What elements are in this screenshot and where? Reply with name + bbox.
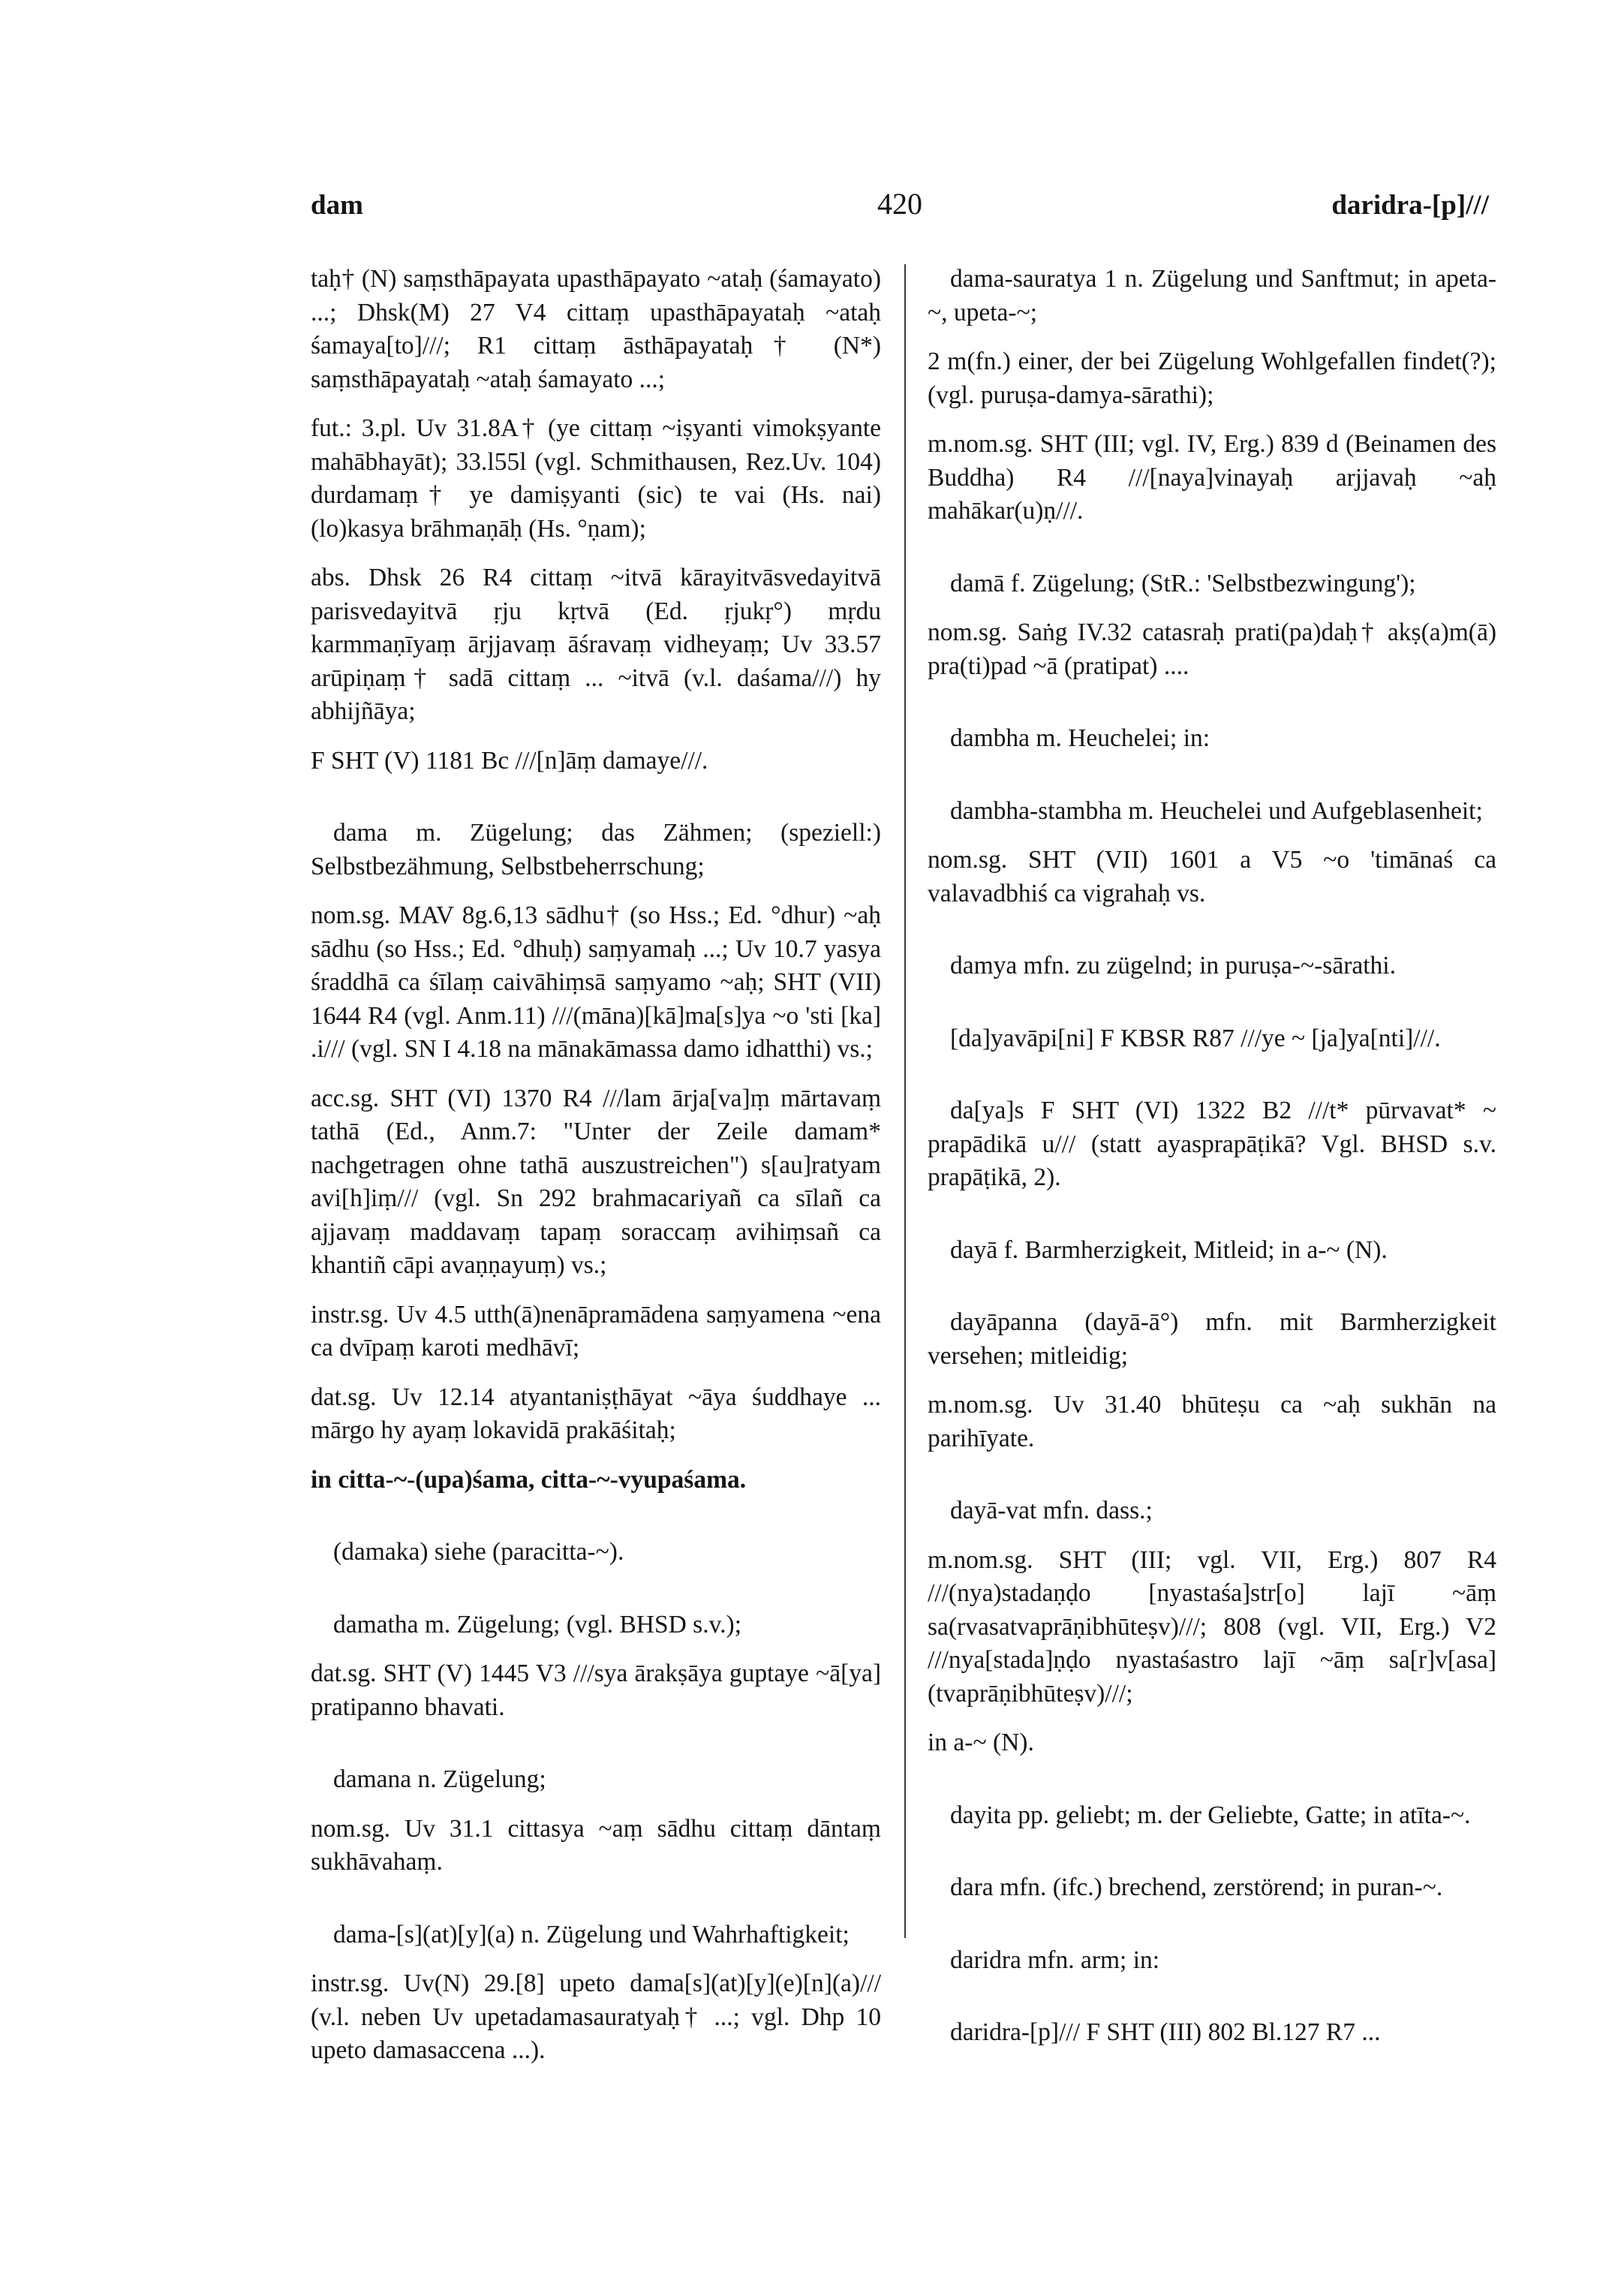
entry-nom-sg [928, 844, 1496, 910]
entry-m-nom-sg [928, 1544, 1496, 1711]
entry-text: damā f. Zügelung; (StR.: 'Selbstbezwingung'); [950, 569, 1416, 597]
entry-text: dama-sauratya 1 n. Zügelung und Sanftmut; in apeta-~, upeta-~; [928, 265, 1496, 327]
entry-text: taḥ† (N) saṃsthāpayata upasthāpayato ~ataḥ (śamayato) ...; Dhsk(M) 27 V4 cittaṃ upasthāpayataḥ ~ataḥ śamaya[to]///; R1 cittaṃ āsthāpayataḥ† (N*) saṃsthāpayataḥ ~ataḥ śamayato ...; [311, 265, 881, 393]
entry-text: acc.sg. SHT (VI) 1370 R4 ///lam ārja[va]ṃ mārtavaṃ tathā (Ed., Anm.7: "Unter der Zeile damam* nachgetragen ohne tathā auszustreichen") s[au]ratyam avi[h]iṃ/// (vgl. Sn 292 brahmacariyañ ca sīlañ ca ajjavaṃ maddavaṃ tapaṃ soraccaṃ avihiṃsañ ca khantiñ cāpi avaṇṇayuṃ) vs.; [311, 1084, 881, 1279]
headword-daridra [928, 1944, 1496, 1978]
entry-text: instr.sg. Uv(N) 29.[8] upeto dama[s](at)[y](e)[n](a)/// (v.l. neben Uv upetadamasauratyaḥ† ...; vgl. Dhp 10 upeto damasaccena ...). [311, 1970, 881, 2064]
headword-damana [311, 1763, 881, 1797]
entry-text: nom.sg. MAV 8g.6,13 sādhu† (so Hss.; Ed. °dhur) ~aḥ sādhu (so Hss.; Ed. °dhuḥ) saṃyamaḥ ...; Uv 10.7 yasya śraddhā ca śīlaṃ caivāhiṃsā saṃyamo ~aḥ; SHT (VII) 1644 R4 (vgl. Anm.11) ///(māna)[kā]ma[s]ya ~o 'sti [ka] .i/// (vgl. SN I 4.18 na mānakāmassa damo idhatthi) vs.; [311, 901, 881, 1063]
entry-text: dambha-stambha m. Heuchelei und Aufgeblasenheit; [950, 796, 1483, 825]
entry-text: dayita pp. geliebt; m. der Geliebte, Gatte; in atīta-~. [950, 1801, 1471, 1829]
entry-text: m.nom.sg. SHT (III; vgl. VII, Erg.) 807 R4 ///(nya)stadaṇḍo [nyastaśa]str[o] lajī ~āṃ sa(rvasatvaprāṇibhūteṣv)///; 808 (vgl. VII, Erg.) V2 ///nya[stada]ṇḍo nyastaśastro lajī ~āṃ sa[r]v[asa](tvaprāṇibhūteṣv)///; [928, 1545, 1496, 1708]
headword-dama-satya [311, 1918, 881, 1952]
entry-text: [da]yavāpi[ni] F KBSR R87 ///ye ~ [ja]ya[nti]///. [950, 1024, 1441, 1052]
entry-continuation [311, 263, 881, 396]
page-number: 420 [877, 187, 922, 221]
headword-dama [311, 817, 881, 883]
running-head [311, 189, 1489, 234]
entry-dat-sg [311, 1657, 881, 1724]
entry-nom-sg [928, 616, 1496, 683]
entry-nom-sg [311, 1813, 881, 1879]
entry-text: nom.sg. Uv 31.1 cittasya ~aṃ sādhu cittaṃ dāntaṃ sukhāvahaṃ. [311, 1814, 881, 1876]
right-column [928, 263, 1496, 2066]
entry-text: (damaka) siehe (paracitta-~). [333, 1538, 624, 1566]
headword-damatha [311, 1608, 881, 1642]
column-divider [904, 264, 906, 1938]
header-right-keyword: daridra-[p]/// [1331, 190, 1489, 221]
entry-text: dayāpanna (dayā-ā°) mfn. mit Barmherzigkeit versehen; mitleidig; [928, 1308, 1496, 1370]
entry-text: F SHT (V) 1181 Bc ///[n]āṃ damaye///. [311, 746, 708, 775]
headword-dambha-stambha [928, 795, 1496, 829]
entry-text: dat.sg. Uv 12.14 atyantaniṣṭhāyat ~āya śuddhaye ... mārgo hy ayaṃ lokavidā prakāśitaḥ; [311, 1383, 881, 1444]
headword-dayapanna [928, 1306, 1496, 1373]
entry-text: 2 m(fn.) einer, der bei Zügelung Wohlgefallen findet(?); (vgl. puruṣa-damya-sārathi); [928, 348, 1496, 409]
entry-text: m.nom.sg. SHT (III; vgl. IV, Erg.) 839 d (Beinamen des Buddha) R4 ///[naya]vinayaḥ arjjavaḥ ~aḥ mahākar(u)ṇ///. [928, 430, 1496, 525]
headword-dama-sauratya [928, 263, 1496, 330]
header-left-keyword: dam [311, 190, 363, 221]
headword-dama-f [928, 567, 1496, 601]
entry-future [311, 412, 881, 546]
entry-text: daridra mfn. arm; in: [950, 1945, 1160, 1974]
entry-text: in a-~ (N). [928, 1729, 1034, 1756]
entry-text: abs. Dhsk 26 R4 cittaṃ ~itvā kārayitvāsvedayitvā parisvedayitvā ṛju kṛtvā (Ed. ṛjukṛ°) mṛdu karmmaṇīyaṃ ārjjavaṃ āśravaṃ vidheyaṃ; Uv 33.57 arūpiṇaṃ† sadā cittaṃ ... ~itvā (v.l. daśama///) hy abhijñāya; [311, 564, 881, 725]
entry-m-nom-sg [928, 1389, 1496, 1455]
entry-text: daridra-[p]/// F SHT (III) 802 Bl.127 R7 ... [950, 2018, 1381, 2046]
entry-acc-sg [311, 1082, 881, 1283]
entry-text: dayā-vat mfn. dass.; [950, 1497, 1153, 1524]
entry-text: damya mfn. zu zügelnd; in puruṣa-~-sārathi. [950, 952, 1396, 980]
entry-m-nom-sg [928, 428, 1496, 528]
headword-daya [928, 1234, 1496, 1268]
entry-compounds [311, 1464, 881, 1497]
entry-text: dat.sg. SHT (V) 1445 V3 ///sya ārakṣāya guptaye ~ā[ya] pratipanno bhavati. [311, 1660, 881, 1721]
entry-text: nom.sg. Saṅg IV.32 catasraḥ prati(pa)daḥ† akṣ(a)m(ā) pra(ti)pad ~ā (pratipat) .... [928, 618, 1496, 680]
entry-absolutive [311, 561, 881, 729]
headword-dara [928, 1871, 1496, 1905]
entry-dat-sg [311, 1381, 881, 1448]
headword-dayita [928, 1799, 1496, 1833]
headword-damaka [311, 1536, 881, 1569]
entry-text: dambha m. Heuchelei; in: [950, 724, 1210, 752]
headword-dambha [928, 722, 1496, 756]
entry-text: m.nom.sg. Uv 31.40 bhūteṣu ca ~aḥ sukhān na parihīyate. [928, 1391, 1496, 1452]
entry-nom-sg [311, 899, 881, 1067]
entry-compounds [928, 1726, 1496, 1760]
entry-text: fut.: 3.pl. Uv 31.8A† (ye cittaṃ ~iṣyanti vimokṣyante mahābhayāt); 33.l55l (vgl. Schmithausen, Rez.Uv. 104) durdamaṃ† ye damiṣyanti (sic) te vai (Hs. nai) (lo)kasya brāhmaṇāḥ (Hs. °ṇam); [311, 414, 881, 543]
entry-text: dayā f. Barmherzigkeit, Mitleid; in a-~ (N). [950, 1235, 1388, 1264]
entry-fragment [311, 745, 881, 778]
entry-text: damatha m. Zügelung; (vgl. BHSD s.v.); [333, 1610, 741, 1639]
left-column [311, 263, 881, 2084]
entry-text: in citta-~-(upa)śama, citta-~-vyupaśama. [311, 1465, 747, 1494]
entry-text: instr.sg. Uv 4.5 utth(ā)nenāpramādena saṃyamena ~ena ca dvīpaṃ karoti medhāvī; [311, 1300, 881, 1362]
entry-text: da[ya]s F SHT (VI) 1322 B2 ///t* pūrvavat* ~ prapādikā u/// (statt ayasprapāṭikā? Vgl. BHSD s.v. prapāṭikā, 2). [928, 1097, 1496, 1191]
headword-dayavapini [928, 1022, 1496, 1056]
headword-daya-vat [928, 1494, 1496, 1528]
entry-text: dama-[s](at)[y](a) n. Zügelung und Wahrhaftigkeit; [333, 1920, 850, 1948]
entry-text: nom.sg. SHT (VII) 1601 a V5 ~o 'timānaś ca valavadbhiś ca vigrahaḥ vs. [928, 846, 1496, 907]
entry-text: dara mfn. (ifc.) brechend, zerstörend; in puran-~. [950, 1873, 1443, 1901]
headword-dayas [928, 1094, 1496, 1195]
headword-damya [928, 949, 1496, 983]
entry-instr-sg [311, 1967, 881, 2068]
entry-text: dama m. Zügelung; das Zähmen; (speziell:) Selbstbezähmung, Selbstbeherrschung; [311, 819, 881, 880]
entry-sense-2 [928, 345, 1496, 412]
headword-daridra-p [928, 2016, 1496, 2050]
entry-instr-sg [311, 1298, 881, 1365]
entry-text: damana n. Zügelung; [333, 1765, 546, 1793]
